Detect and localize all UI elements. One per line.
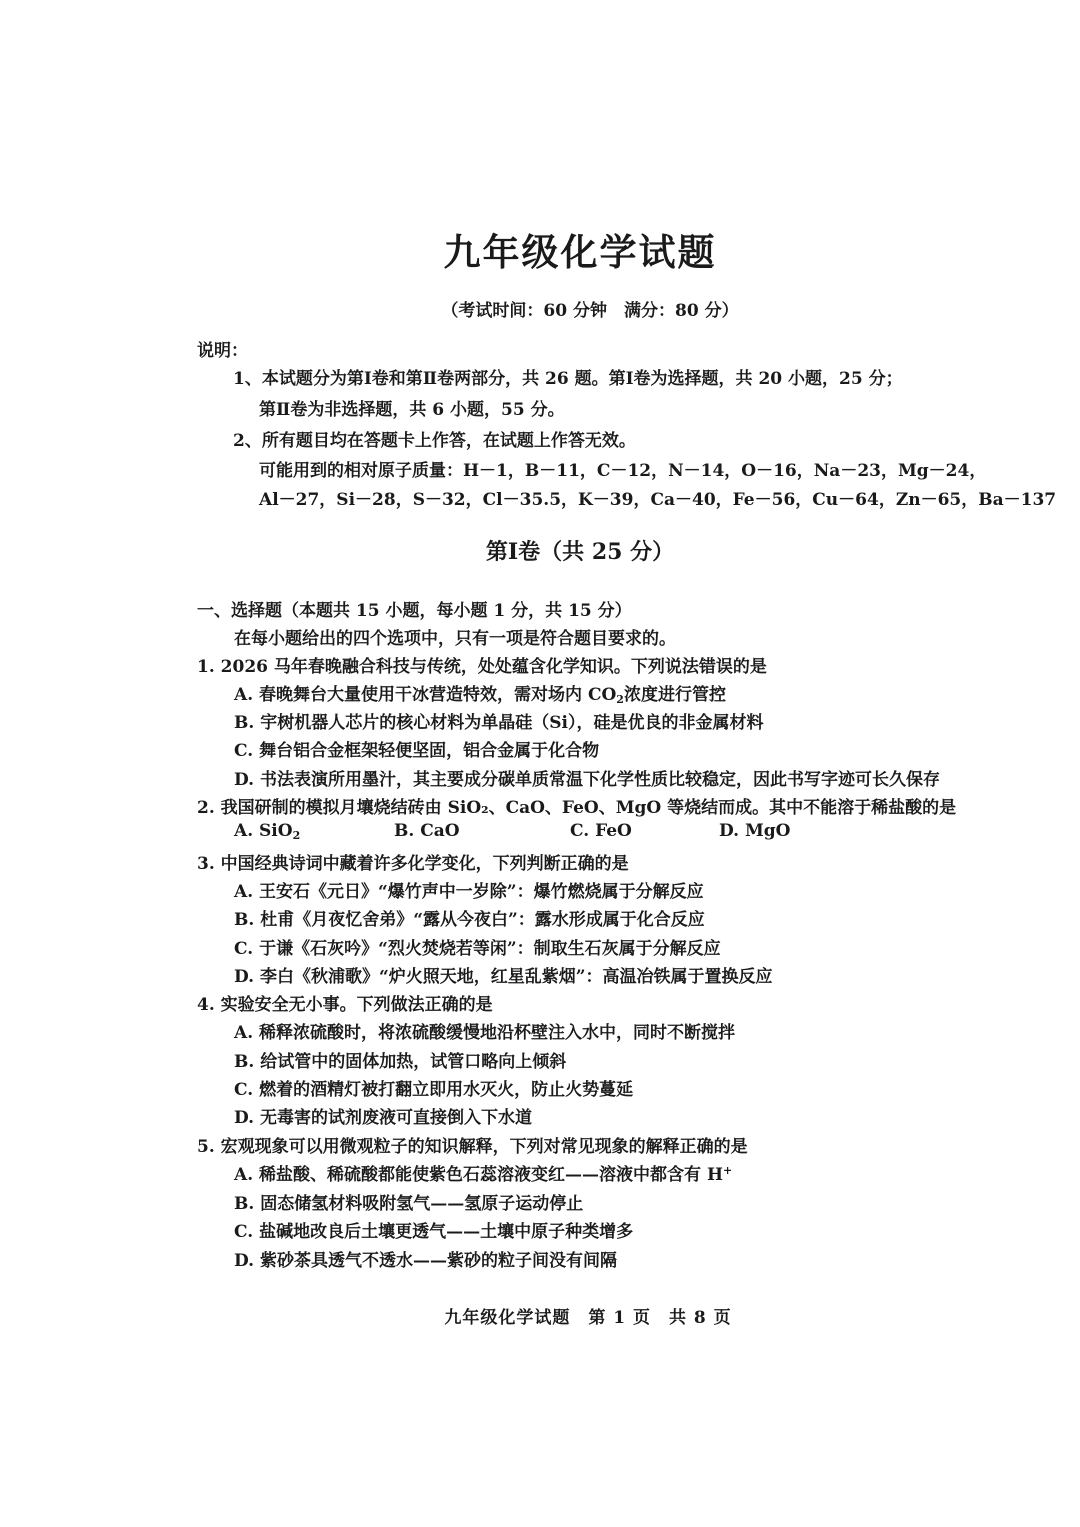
q2-option-b: B. CaO bbox=[394, 821, 460, 841]
q5-stem: 5. 宏观现象可以用微观粒子的知识解释，下列对常见现象的解释正确的是 bbox=[197, 1137, 748, 1157]
q2-option-a: A. SiO$_2$ bbox=[234, 821, 301, 842]
section-title: 第Ⅰ卷（共 25 分） bbox=[485, 539, 675, 565]
q4-stem: 4. 实验安全无小事。下列做法正确的是 bbox=[197, 995, 493, 1015]
q3-option-c: C. 于谦《石灰吟》“烈火焚烧若等闲”：制取生石灰属于分解反应 bbox=[234, 939, 721, 959]
q1-option-c: C. 舞台铝合金框架轻便坚固，铝合金属于化合物 bbox=[234, 741, 600, 761]
note-1-line-1: 1、本试题分为第Ⅰ卷和第Ⅱ卷两部分，共 26 题。第Ⅰ卷为选择题，共 20 小题，25 分； bbox=[233, 369, 903, 389]
atomic-masses-line-2: Al－27，Si－28，S－32，Cl－35.5，K－39，Ca－40，Fe－56，Cu－64，Zn－65，Ba－137 bbox=[259, 490, 1057, 510]
q2-option-c: C. FeO bbox=[570, 821, 632, 841]
q5-option-b: B. 固态储氢材料吸附氢气——氢原子运动停止 bbox=[234, 1194, 584, 1214]
q4-option-d: D. 无毒害的试剂废液可直接倒入下水道 bbox=[234, 1108, 532, 1128]
q5-option-d: D. 紫砂茶具透气不透水——紫砂的粒子间没有间隔 bbox=[234, 1251, 617, 1271]
part-instruction: 在每小题给出的四个选项中，只有一项是符合题目要求的。 bbox=[234, 629, 676, 649]
part-heading: 一、选择题（本题共 15 小题，每小题 1 分，共 15 分） bbox=[197, 601, 632, 621]
q2-stem: 2. 我国研制的模拟月壤烧结砖由 SiO₂、CaO、FeO、MgO 等烧结而成。其中不能溶于稀盐酸的是 bbox=[197, 798, 957, 818]
q1-option-b: B. 宇树机器人芯片的核心材料为单晶硅（Si），硅是优良的非金属材料 bbox=[234, 713, 764, 733]
note-2: 2、所有题目均在答题卡上作答，在试题上作答无效。 bbox=[233, 431, 636, 451]
q1-option-d: D. 书法表演所用墨汁，其主要成分碳单质常温下化学性质比较稳定，因此书写字迹可长久保存 bbox=[234, 770, 940, 790]
q3-option-d: D. 李白《秋浦歌》“炉火照天地，红星乱紫烟”：高温冶铁属于置换反应 bbox=[234, 967, 773, 987]
q1-option-a: A. 春晚舞台大量使用干冰营造特效，需对场内 $CO_2$浓度进行管控 bbox=[234, 685, 726, 706]
page-footer: 九年级化学试题 第 1 页 共 8 页 bbox=[444, 1308, 732, 1328]
q2-option-d: D. MgO bbox=[719, 821, 791, 841]
q3-option-a: A. 王安石《元日》“爆竹声中一岁除”：爆竹燃烧属于分解反应 bbox=[234, 882, 704, 902]
q3-stem: 3. 中国经典诗词中藏着许多化学变化，下列判断正确的是 bbox=[197, 854, 629, 874]
q5-option-c: C. 盐碱地改良后土壤更透气——土壤中原子种类增多 bbox=[234, 1222, 634, 1242]
q4-option-b: B. 给试管中的固体加热，试管口略向上倾斜 bbox=[234, 1052, 567, 1072]
notes-heading: 说明： bbox=[197, 341, 248, 361]
atomic-masses-line-1: 可能用到的相对原子质量：H－1，B－11，C－12，N－14，O－16，Na－23，Mg－24， bbox=[259, 461, 987, 481]
q1-stem: 1. 2026 马年春晚融合科技与传统，处处蕴含化学知识。下列说法错误的是 bbox=[197, 657, 767, 677]
q3-option-b: B. 杜甫《月夜忆舍弟》“露从今夜白”：露水形成属于化合反应 bbox=[234, 910, 705, 930]
q5-option-a: A. 稀盐酸、稀硫酸都能使紫色石蕊溶液变红——溶液中都含有 H+ bbox=[234, 1164, 733, 1185]
note-1-line-2: 第Ⅱ卷为非选择题，共 6 小题，55 分。 bbox=[259, 400, 565, 420]
q4-option-a: A. 稀释浓硫酸时，将浓硫酸缓慢地沿杯壁注入水中，同时不断搅拌 bbox=[234, 1023, 736, 1043]
q4-option-c: C. 燃着的酒精灯被打翻立即用水灭火，防止火势蔓延 bbox=[234, 1080, 634, 1100]
page-title: 九年级化学试题 bbox=[443, 230, 717, 274]
exam-info: （考试时间：60 分钟 满分：80 分） bbox=[441, 301, 739, 321]
